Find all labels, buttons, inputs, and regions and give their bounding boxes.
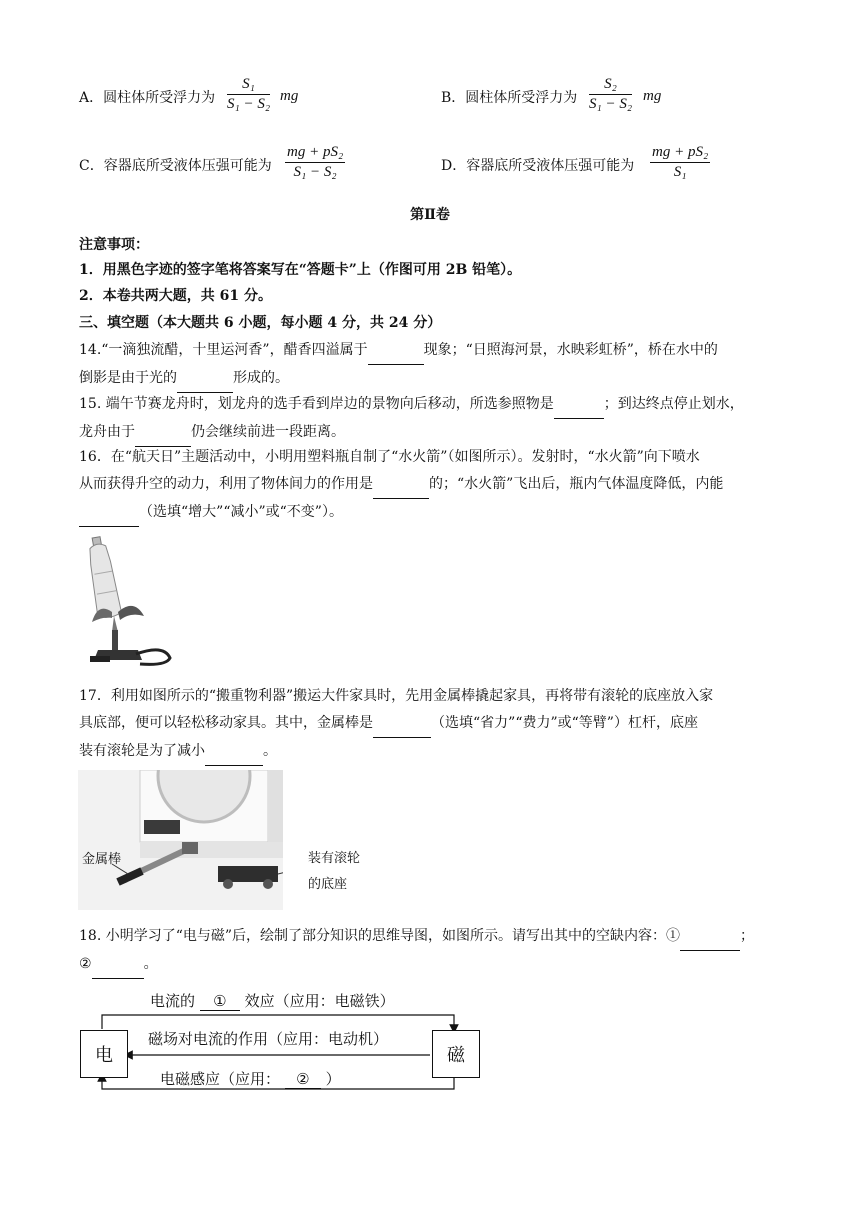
- question-18: [79, 923, 783, 979]
- water-rocket-image: [78, 532, 176, 670]
- q16-line2a: 从而获得升空的动力，利用了物体间力的作用是: [79, 476, 373, 492]
- q15-line2a: 龙舟由于: [79, 424, 135, 440]
- option-d: [441, 156, 634, 176]
- option-b-numerator: S₂: [589, 76, 632, 95]
- washing-machine-image: [78, 770, 283, 910]
- notes-heading: 注意事项：: [79, 237, 149, 253]
- option-c-label: C．容器底所受液体压强可能为: [79, 158, 272, 174]
- q17-line2b: （选填“省力”“费力”或“等臂”）杠杆，底座: [431, 715, 698, 731]
- section-title: 第Ⅱ卷: [410, 207, 450, 223]
- q17-line3b: 。: [263, 743, 277, 759]
- answer-blank: [79, 499, 139, 527]
- option-b-denominator: S₁ − S₂: [589, 96, 633, 112]
- q16-line1: 16．在“航天日”主题活动中，小明用塑料瓶自制了“水火箭”（如图所示）。发射时，“水火箭”向下喷水: [79, 449, 700, 465]
- answer-blank: [373, 710, 431, 738]
- question-17: [79, 683, 783, 766]
- answer-blank: [92, 951, 144, 979]
- option-a: [79, 88, 215, 108]
- question-15: [79, 391, 783, 447]
- q14-line2a: 倒影是由于光的: [79, 370, 177, 386]
- diagram-top-label-b: 效应（应用：电磁铁）: [244, 992, 395, 1010]
- option-a-label: A．圆柱体所受浮力为: [79, 90, 216, 106]
- diagram-middle-label: 磁场对电流的作用（应用：电动机）: [148, 1030, 389, 1048]
- option-a-denominator: S₁ − S₂: [227, 96, 271, 112]
- diagram-top-label-a: 电流的: [150, 992, 196, 1010]
- answer-blank: [177, 365, 233, 393]
- answer-blank: [554, 391, 604, 419]
- option-c-denominator: S₁ − S₂: [293, 164, 337, 180]
- part3-heading: 三、填空题（本大题共 6 小题，每小题 4 分，共 24 分）: [79, 315, 442, 331]
- question-14: [79, 337, 783, 393]
- notes-item-2: 2．本卷共两大题，共 61 分。: [79, 288, 272, 304]
- option-d-fraction: [650, 144, 710, 181]
- q17-line2a: 具底部，便可以轻松移动家具。其中，金属棒是: [79, 715, 373, 731]
- label-metal-rod: 金属棒: [82, 852, 122, 867]
- q18-line2a: ②: [79, 956, 92, 972]
- option-c-fraction: [285, 144, 345, 181]
- q16-line2b: 的；“水火箭”飞出后，瓶内气体温度降低，内能: [429, 476, 724, 492]
- q18-line2b: 。: [143, 956, 158, 972]
- option-b-label: B．圆柱体所受浮力为: [441, 90, 578, 106]
- option-d-label: D．容器底所受液体压强可能为: [441, 158, 635, 174]
- q14-line1b: 现象；“日照海河景，水映彩虹桥”，桥在水中的: [423, 342, 718, 358]
- notes-item-1: 1．用黑色字迹的签字笔将答案写在“答题卡”上（作图可用 2B 铅笔）。: [79, 262, 522, 278]
- diagram-blank-2: ②: [285, 1070, 321, 1089]
- box-magnetism: 磁: [432, 1030, 480, 1078]
- label-roller-base-line1: 装有滚轮: [308, 851, 361, 866]
- q14-line1a: 14.“一滴独流醋，十里运河香”，醋香四溢属于: [79, 342, 368, 358]
- option-b-fraction: [589, 76, 632, 113]
- answer-blank: [135, 419, 191, 447]
- option-a-numerator: S₁: [227, 76, 270, 95]
- q15-line1a: 15. 端午节赛龙舟时，划龙舟的选手看到岸边的景物向后移动，所选参照物是: [79, 396, 554, 412]
- option-c: [79, 156, 272, 176]
- answer-blank: [680, 923, 740, 951]
- diagram-top-label: [150, 990, 395, 1011]
- q15-line2b: 仍会继续前进一段距离。: [191, 424, 345, 440]
- question-16: [79, 444, 783, 527]
- option-b: [441, 88, 577, 108]
- q14-line2b: 形成的。: [233, 370, 289, 386]
- q17-line3a: 装有滚轮是为了减小: [79, 743, 205, 759]
- option-d-numerator: mg + pS₂: [650, 144, 710, 163]
- box-electricity: 电: [80, 1030, 128, 1078]
- option-a-tail: mg: [280, 88, 299, 104]
- label-roller-base: [308, 846, 360, 898]
- answer-blank: [373, 471, 429, 499]
- diagram-bottom-label-a: 电磁感应（应用：: [160, 1070, 281, 1088]
- q18-line1a: 18. 小明学习了“电与磁”后，绘制了部分知识的思维导图，如图所示。请写出其中的空缺内容：①: [79, 928, 681, 944]
- option-b-tail: mg: [643, 88, 662, 104]
- option-c-numerator: mg + pS₂: [285, 144, 345, 163]
- q17-line1: 17．利用如图所示的“搬重物利器”搬运大件家具时，先用金属棒撬起家具，再将带有滚轮的底座放入家: [79, 688, 714, 704]
- q15-line1b: ；到达终点停止划水，: [603, 396, 744, 412]
- answer-blank: [368, 337, 424, 365]
- q18-line1b: ；: [740, 928, 755, 944]
- q16-line3b: （选填“增大”“减小”或“不变”）。: [139, 504, 343, 520]
- option-d-denominator: S₁: [673, 164, 687, 180]
- diagram-bottom-label-b: ）: [325, 1070, 341, 1088]
- diagram-bottom-label: [160, 1068, 341, 1089]
- label-roller-base-line2: 的底座: [308, 877, 348, 892]
- diagram-blank-1: ①: [200, 992, 240, 1011]
- answer-blank: [205, 738, 263, 766]
- option-a-fraction: [227, 76, 270, 113]
